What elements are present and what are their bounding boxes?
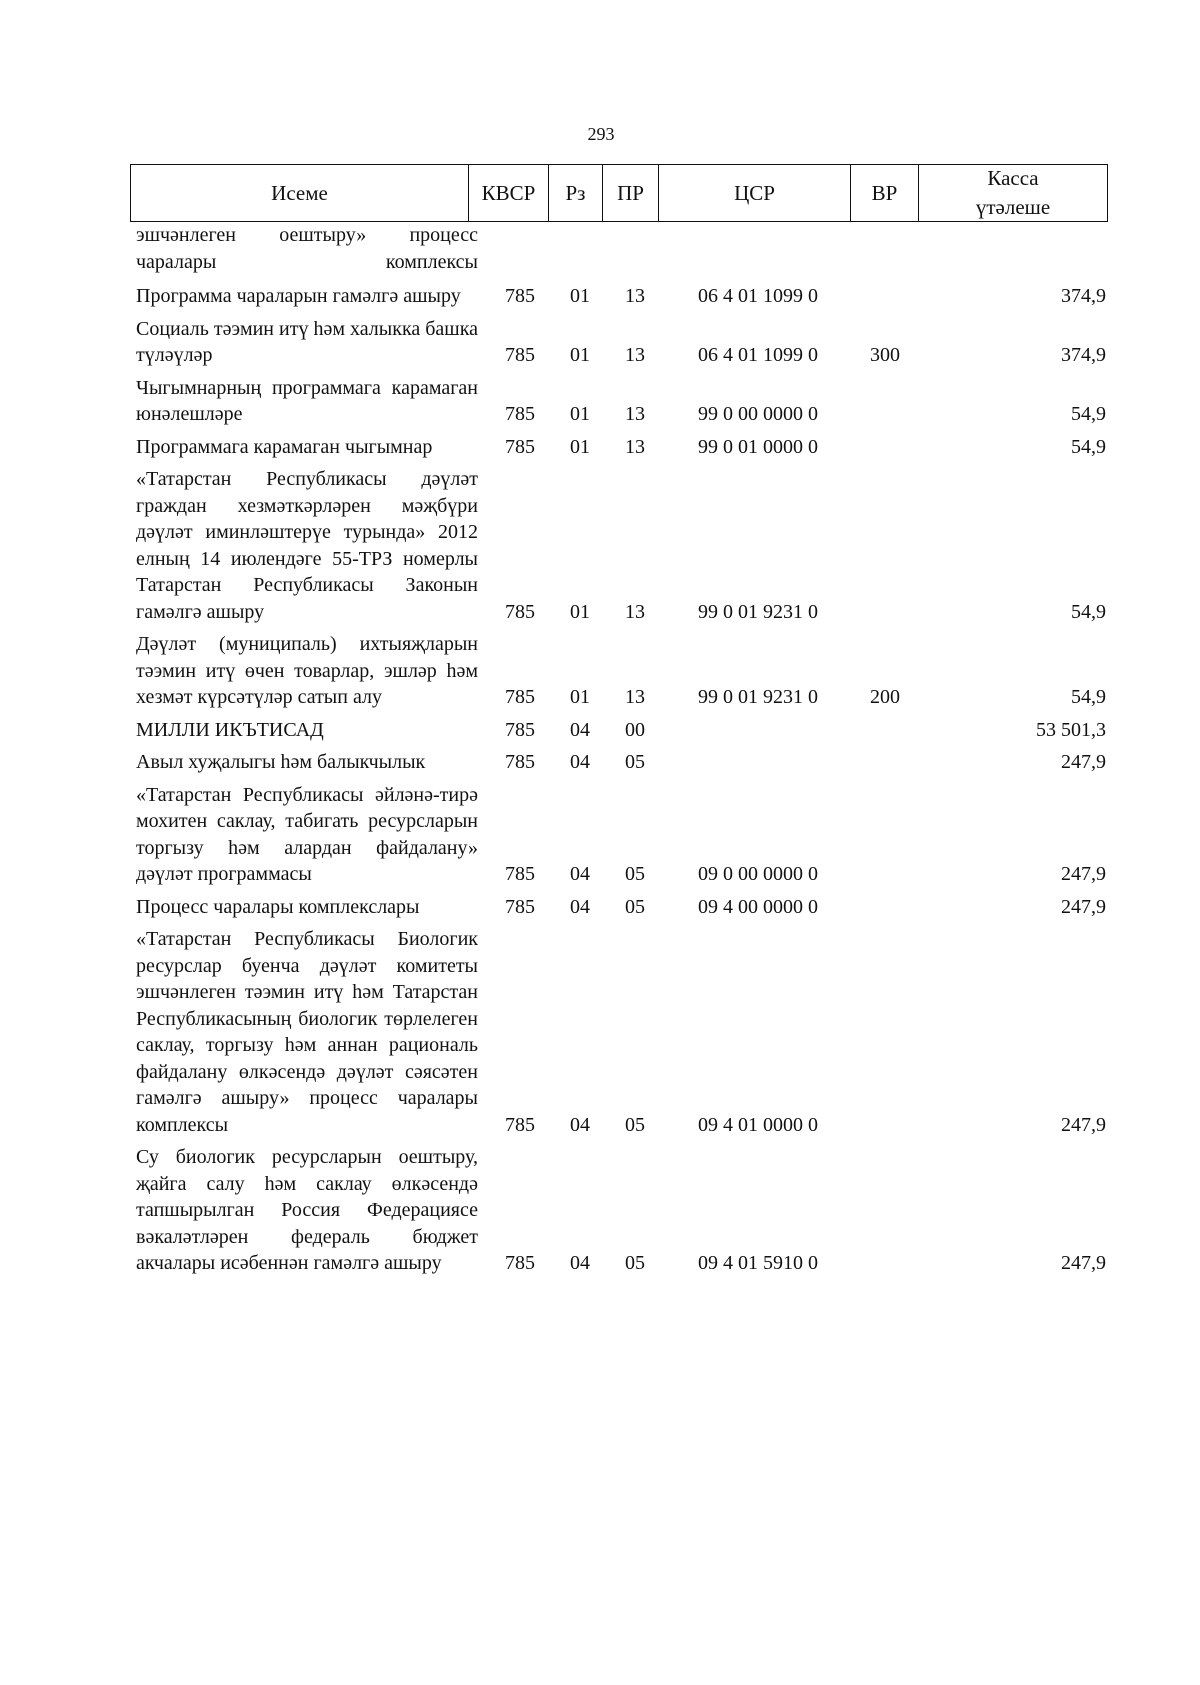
- table-row: [130, 1144, 1108, 1277]
- row-name: Су биологик ресурсларын оештыру, җайга салу һәм саклау өлкәсендә тапшырылган Россия Федерациясе вәкаләтләрен федераль бюджет акчалары исәбеннән гамәлгә ашыру: [136, 1146, 478, 1274]
- row-pr: 13: [625, 285, 645, 307]
- row-csr: 99 0 01 9231 0: [698, 686, 818, 708]
- row-sum: 54,9: [1071, 403, 1106, 425]
- row-rz: 01: [570, 686, 590, 708]
- table-row: [130, 283, 1108, 310]
- row-sum: 374,9: [1061, 285, 1106, 307]
- row-kvsr: 785: [505, 895, 535, 918]
- row-pr: 13: [625, 403, 645, 425]
- row-pr: 05: [625, 863, 645, 885]
- table-header: [130, 164, 1108, 222]
- row-name: Дәүләт (муниципаль) ихтыяҗларын тәэмин итү өчен товарлар, эшләр һәм хезмәт күрсәтүләр сатып алу: [136, 633, 478, 708]
- row-csr: 99 0 00 0000 0: [698, 403, 818, 425]
- table-row: [130, 434, 1108, 461]
- row-name: Авыл хуҗалыгы һәм балыкчылык: [136, 751, 426, 773]
- row-sum: 53 501,3: [1036, 718, 1106, 741]
- row-rz: 01: [570, 285, 590, 307]
- row-csr: 09 4 01 5910 0: [698, 1252, 818, 1274]
- table-row: [130, 749, 1108, 776]
- row-rz: 04: [570, 863, 590, 885]
- header-name: Исеме: [131, 165, 469, 221]
- row-kvsr: 785: [505, 285, 535, 307]
- row-sum: 54,9: [1071, 435, 1106, 458]
- header-kvsr: КВСР: [469, 165, 549, 221]
- row-csr: 09 4 01 0000 0: [698, 1113, 818, 1136]
- row-name: Программа чараларын гамәлгә ашыру: [136, 285, 461, 307]
- row-vr: 300: [870, 344, 900, 366]
- table-row: [130, 782, 1108, 888]
- row-name: «Татарстан Республикасы әйләнә-тирә мохитен саклау, табигать ресурсларын торгызу һәм алардан файдалану» дәүләт программасы: [136, 783, 478, 885]
- row-csr: 99 0 01 9231 0: [698, 600, 818, 623]
- row-rz: 01: [570, 600, 590, 623]
- row-kvsr: 785: [505, 435, 535, 458]
- row-sum: 247,9: [1061, 751, 1106, 773]
- row-csr: 99 0 01 0000 0: [698, 435, 818, 458]
- row-sum: 54,9: [1071, 686, 1106, 708]
- row-csr: 06 4 01 1099 0: [698, 344, 818, 366]
- row-kvsr: 785: [505, 863, 535, 885]
- row-pr: 13: [625, 435, 645, 458]
- row-pr: 05: [625, 751, 645, 773]
- row-kvsr: 785: [505, 1113, 535, 1136]
- table-row: [130, 316, 1108, 369]
- table-row: [130, 631, 1108, 711]
- header-sum: Касса үтәлеше: [975, 166, 1051, 219]
- row-pr: 13: [625, 600, 645, 623]
- row-pr: 05: [625, 1113, 645, 1136]
- row-sum: 247,9: [1061, 1252, 1106, 1274]
- row-vr: 200: [870, 686, 900, 708]
- row-name: Социаль тәэмин итү һәм халыкка башка түләүләр: [136, 317, 478, 366]
- row-kvsr: 785: [505, 344, 535, 366]
- table-row: [130, 926, 1108, 1138]
- row-name: Процесс чаралары комплекслары: [136, 895, 420, 918]
- row-csr: 06 4 01 1099 0: [698, 285, 818, 307]
- budget-table-body: [130, 222, 1108, 1283]
- row-rz: 04: [570, 751, 590, 773]
- table-row: [130, 222, 1108, 275]
- row-rz: 01: [570, 344, 590, 366]
- row-pr: 13: [625, 344, 645, 366]
- row-kvsr: 785: [505, 600, 535, 623]
- row-sum: 374,9: [1061, 344, 1106, 366]
- row-rz: 04: [570, 895, 590, 918]
- row-kvsr: 785: [505, 1252, 535, 1274]
- table-row: [130, 894, 1108, 921]
- page-number: 293: [587, 124, 615, 144]
- row-kvsr: 785: [505, 403, 535, 425]
- header-pr: ПР: [603, 165, 659, 221]
- row-pr: 05: [625, 1252, 645, 1274]
- row-sum: 54,9: [1071, 600, 1106, 623]
- row-sum: 247,9: [1061, 1113, 1106, 1136]
- row-sum: 247,9: [1061, 895, 1106, 918]
- header-csr: ЦСР: [659, 165, 851, 221]
- row-csr: 09 0 00 0000 0: [698, 863, 818, 885]
- row-rz: 04: [570, 718, 590, 741]
- row-kvsr: 785: [505, 686, 535, 708]
- row-pr: 05: [625, 895, 645, 918]
- row-kvsr: 785: [505, 718, 535, 741]
- row-sum: 247,9: [1061, 863, 1106, 885]
- row-rz: 01: [570, 435, 590, 458]
- row-name: «Татарстан Республикасы Биологик ресурслар буенча дәүләт комитеты эшчәнлеген тәэмин итү һәм Татарстан Республикасының биологик төрлелеген саклау, торгызу һәм аннан рациональ файдалану өлкәсендә дәүләт сәясәтен гамәлгә ашыру» процесс чаралары комплексы: [136, 928, 478, 1136]
- table-row: [130, 375, 1108, 428]
- header-rz: Рз: [549, 165, 603, 221]
- row-name: Чыгымнарның программага карамаган юнәлешләре: [136, 376, 478, 425]
- row-name: Программага карамаган чыгымнар: [136, 435, 433, 458]
- row-rz: 01: [570, 403, 590, 425]
- row-name: «Татарстан Республикасы дәүләт граждан хезмәткәрләрен мәҗбүри дәүләт иминләштерүе турында» 2012 елның 14 июлендәге 55-ТРЗ номерлы Татарстан Республикасы Законын гамәлгә ашыру: [136, 468, 478, 623]
- row-csr: 09 4 00 0000 0: [698, 895, 818, 918]
- row-rz: 04: [570, 1252, 590, 1274]
- row-name: МИЛЛИ ИКЪТИСАД: [136, 718, 324, 741]
- row-kvsr: 785: [505, 751, 535, 773]
- row-pr: 00: [625, 718, 645, 741]
- row-name: эшчәнлеген оештыру» процесс чаралары комплексы: [136, 224, 478, 273]
- header-vr: ВР: [851, 165, 919, 221]
- table-row: [130, 717, 1108, 744]
- row-rz: 04: [570, 1113, 590, 1136]
- table-row: [130, 466, 1108, 625]
- row-pr: 13: [625, 686, 645, 708]
